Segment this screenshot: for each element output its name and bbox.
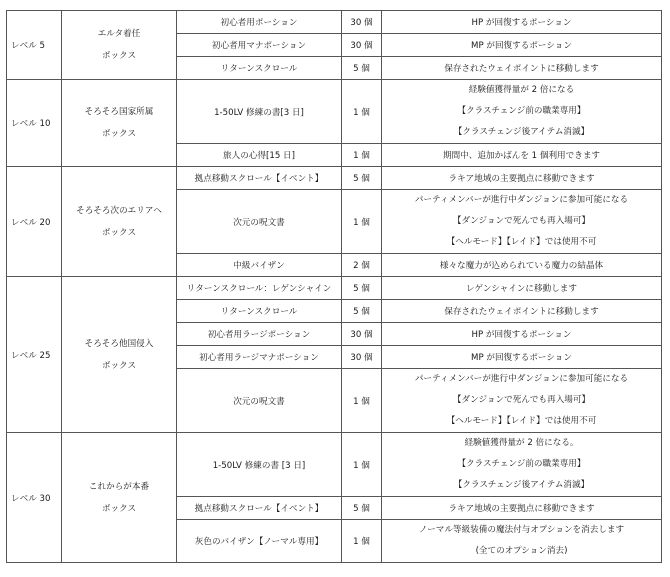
item-cell: 初心者用ラージマナポーション [177, 346, 342, 369]
item-cell: 1-50LV 修練の書[3 日] [177, 80, 342, 144]
level-reward-table [6, 10, 662, 563]
description-cell: パーティメンバーが進行中ダンジョンに参加可能になる 【ダンジョンで死んでも再入場可】 【ヘルモード】【レイド】では使用不可 [382, 369, 662, 433]
item-cell: 1-50LV 修練の書 [3 日] [177, 433, 342, 497]
description-cell: MP が回復するポーション [382, 34, 662, 57]
description-cell: ラキア地域の主要拠点に移動できます [382, 167, 662, 190]
table-row [7, 11, 662, 34]
description-cell: HP が回復するポーション [382, 11, 662, 34]
item-cell: 次元の呪文書 [177, 190, 342, 254]
box-name-cell: そろそろ次のエリアへ ボックス [62, 167, 177, 277]
table-row [7, 277, 662, 300]
item-cell: 初心者用マナポーション [177, 34, 342, 57]
item-cell: 拠点移動スクロール【イベント】 [177, 167, 342, 190]
description-cell: HP が回復するポーション [382, 323, 662, 346]
level-cell: レベル 5 [7, 11, 62, 80]
item-cell: リターンスクロール [177, 57, 342, 80]
description-cell: ノーマル等級装備の魔法付与オプションを消去します (全てのオプション消去) [382, 520, 662, 563]
item-cell: 旅人の心得[15 日] [177, 144, 342, 167]
description-cell: ラキア地域の主要拠点に移動できます [382, 497, 662, 520]
level-cell: レベル 25 [7, 277, 62, 433]
item-cell: 拠点移動スクロール【イベント】 [177, 497, 342, 520]
quantity-cell: 5 個 [342, 167, 382, 190]
table-row [7, 433, 662, 497]
level-cell: レベル 10 [7, 80, 62, 167]
table-row [7, 167, 662, 190]
box-name-cell: これからが本番 ボックス [62, 433, 177, 563]
item-cell: リターンスクロール：レゲンシャイン [177, 277, 342, 300]
item-cell: 次元の呪文書 [177, 369, 342, 433]
quantity-cell: 30 個 [342, 11, 382, 34]
quantity-cell: 5 個 [342, 497, 382, 520]
quantity-cell: 1 個 [342, 190, 382, 254]
item-cell: 中級バイザン [177, 254, 342, 277]
quantity-cell: 1 個 [342, 144, 382, 167]
quantity-cell: 30 個 [342, 323, 382, 346]
description-cell: MP が回復するポーション [382, 346, 662, 369]
quantity-cell: 5 個 [342, 277, 382, 300]
item-cell: リターンスクロール [177, 300, 342, 323]
quantity-cell: 5 個 [342, 57, 382, 80]
description-cell: 保存されたウェイポイントに移動します [382, 300, 662, 323]
description-cell: 期間中、追加かばんを 1 個利用できます [382, 144, 662, 167]
quantity-cell: 1 個 [342, 520, 382, 563]
quantity-cell: 5 個 [342, 300, 382, 323]
quantity-cell: 30 個 [342, 346, 382, 369]
box-name-cell: そろそろ他国侵入 ボックス [62, 277, 177, 433]
item-cell: 灰色のバイザン【ノーマル専用】 [177, 520, 342, 563]
item-cell: 初心者用ポーション [177, 11, 342, 34]
description-cell: 経験値獲得量が 2 倍になる 【クラスチェンジ前の職業専用】 【クラスチェンジ後アイテム消滅】 [382, 80, 662, 144]
level-cell: レベル 30 [7, 433, 62, 563]
item-cell: 初心者用ラージポーション [177, 323, 342, 346]
box-name-cell: エルタ着任 ボックス [62, 11, 177, 80]
level-cell: レベル 20 [7, 167, 62, 277]
description-cell: パーティメンバーが進行中ダンジョンに参加可能になる 【ダンジョンで死んでも再入場可】 【ヘルモード】【レイド】では使用不可 [382, 190, 662, 254]
description-cell: 経験値獲得量が 2 倍になる。 【クラスチェンジ前の職業専用】 【クラスチェンジ後アイテム消滅】 [382, 433, 662, 497]
description-cell: 様々な魔力が込められている魔力の結晶体 [382, 254, 662, 277]
quantity-cell: 30 個 [342, 34, 382, 57]
quantity-cell: 1 個 [342, 433, 382, 497]
quantity-cell: 2 個 [342, 254, 382, 277]
table-row [7, 80, 662, 144]
description-cell: 保存されたウェイポイントに移動します [382, 57, 662, 80]
description-cell: レゲンシャインに移動します [382, 277, 662, 300]
box-name-cell: そろそろ国家所属 ボックス [62, 80, 177, 167]
quantity-cell: 1 個 [342, 369, 382, 433]
quantity-cell: 1 個 [342, 80, 382, 144]
